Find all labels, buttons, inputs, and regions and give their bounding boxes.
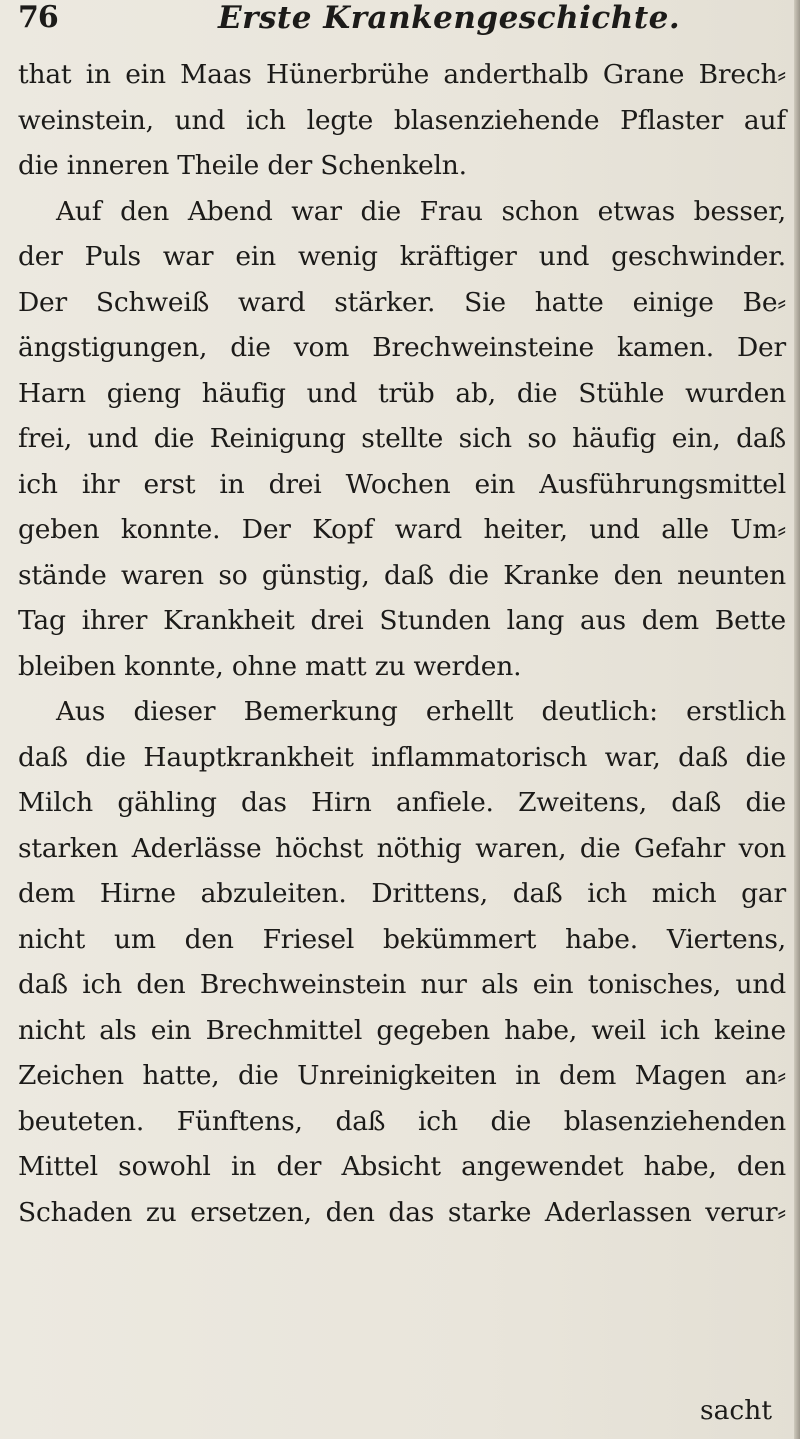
- text-line: frei, und die Reinigung stellte sich so häufig ein, daß: [18, 423, 786, 454]
- text-line: nicht um den Friesel bekümmert habe. Viertens,: [18, 923, 786, 955]
- text-line: ängstigungen, die vom Brechweinsteine kamen. Der: [18, 332, 786, 363]
- text-line: Harn gieng häufig und trüb ab, die Stühle wurden: [18, 377, 786, 409]
- text-line: dem Hirne abzuleiten. Drittens, daß ich mich gar: [18, 878, 786, 909]
- catchword: sacht: [700, 1395, 772, 1426]
- text-line: weinstein, und ich legte blasenziehende Pflaster auf: [18, 104, 786, 136]
- text-line: starken Aderlässe höchst nöthig waren, die Gefahr von: [18, 832, 786, 864]
- text-line: Aus dieser Bemerkung erhellt deutlich: erstlich: [56, 696, 786, 727]
- text-line: Tag ihrer Krankheit drei Stunden lang aus dem Bette: [18, 605, 786, 636]
- text-line: stände waren so günstig, daß die Kranke den neunten: [18, 559, 786, 591]
- text-line: Auf den Abend war die Frau schon etwas besser,: [56, 195, 786, 227]
- text-line: Milch gähling das Hirn anfiele. Zweitens, daß die: [18, 787, 786, 818]
- text-line: Zeichen hatte, die Unreinigkeiten in dem Magen an⸗: [18, 1060, 786, 1091]
- running-head-title: Erste Krankengeschichte.: [218, 0, 681, 36]
- text-line: daß ich den Brechweinstein nur als ein tonisches, und: [18, 969, 786, 1000]
- text-line: der Puls war ein wenig kräftiger und geschwinder.: [18, 241, 786, 272]
- text-line: bleiben konnte, ohne matt zu werden.: [18, 650, 522, 682]
- text-line: die inneren Theile der Schenkeln.: [18, 150, 467, 181]
- text-line: that in ein Maas Hünerbrühe anderthalb Grane Brech⸗: [18, 59, 786, 90]
- text-line: ich ihr erst in drei Wochen ein Ausführungsmittel: [18, 468, 786, 500]
- text-line: Der Schweiß ward stärker. Sie hatte einige Be⸗: [18, 286, 786, 318]
- running-head: [18, 0, 788, 40]
- text-line: Schaden zu ersetzen, den das starke Aderlassen verur⸗: [18, 1196, 786, 1228]
- text-line: nicht als ein Brechmittel gegeben habe, weil ich keine: [18, 1014, 786, 1046]
- text-line: beuteten. Fünftens, daß ich die blasenziehenden: [18, 1105, 786, 1137]
- page-edge-shadow: [794, 0, 800, 1439]
- text-line: geben konnte. Der Kopf ward heiter, und alle Um⸗: [18, 514, 786, 545]
- body-text: [18, 52, 786, 1235]
- text-line: Mittel sowohl in der Absicht angewendet habe, den: [18, 1151, 786, 1182]
- page-number: 76: [18, 0, 58, 35]
- text-line: daß die Hauptkrankheit inflammatorisch war, daß die: [18, 741, 786, 773]
